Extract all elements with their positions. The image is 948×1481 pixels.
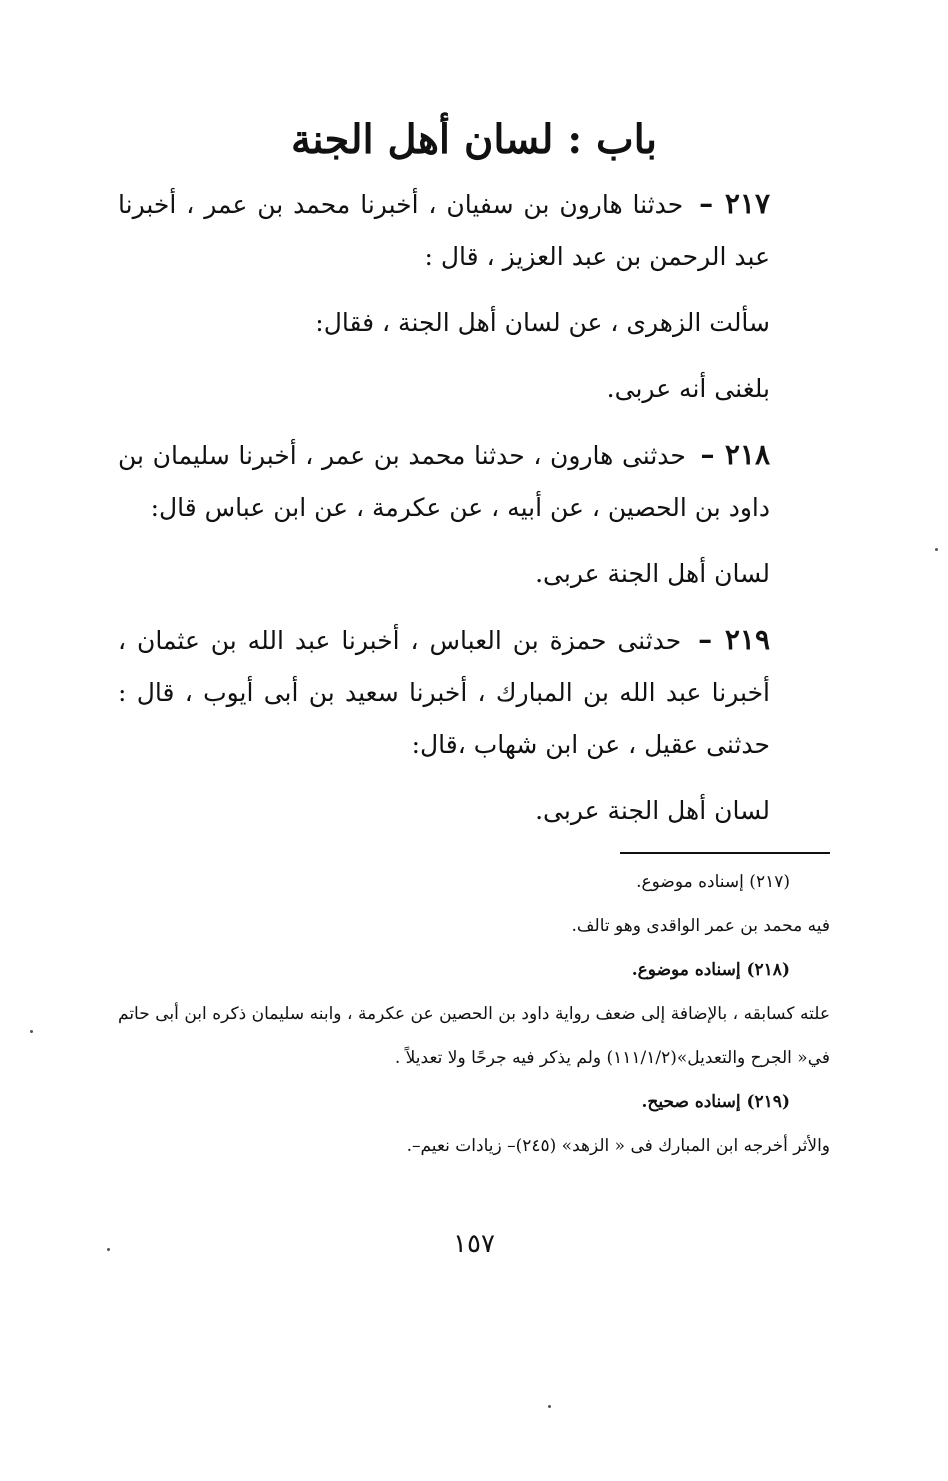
hadith-number: ٢١٧ – [699,187,771,220]
hadith-isnad: حدثنى هارون ، حدثنا محمد بن عمر ، أخبرنا سليمان بن داود بن الحصين ، عن أبيه ، عن عكرمة ، عن ابن عباس قال: [118,441,770,522]
footnotes [118,860,830,1168]
footnote-grade-218: (٢١٨) إسناده موضوع. [631,960,790,980]
scan-speck [107,1248,110,1251]
hadith-text-line: سألت الزهرى ، عن لسان أهل الجنة ، فقال: [315,308,770,337]
scan-speck [30,1030,33,1033]
footnote-grade-219: (٢١٩) إسناده صحيح. [641,1092,790,1112]
scan-speck [548,1405,551,1408]
footnote-note-217: فيه محمد بن عمر الواقدى وهو تالف. [571,916,830,936]
hadith-isnad: حدثنا هارون بن سفيان ، أخبرنا محمد بن عمر ، أخبرنا عبد الرحمن بن عبد العزيز ، قال : [118,190,770,271]
footnote-grade-217: (٢١٧) إسناده موضوع. [636,872,790,892]
hadith-number: ٢١٨ – [700,438,770,471]
hadith-text-line: بلغنى أنه عربى. [606,374,770,403]
hadith-219 [118,614,830,771]
chapter-title: باب : لسان أهل الجنة [290,116,657,163]
hadith-isnad: حدثنى حمزة بن العباس ، أخبرنا عبد الله بن عثمان ، أخبرنا عبد الله بن المبارك ، أخبرنا سعيد بن أبى أيوب ، قال : حدثنى عقيل ، عن ابن شهاب ،قال: [118,626,770,759]
footnote-note-219: والأثر أخرجه ابن المبارك فى « الزهد» (٢٤٥)– زيادات نعيم–. [406,1136,830,1156]
hadith-body [118,178,830,851]
hadith-217 [118,178,830,283]
footnote-divider [620,852,830,854]
hadith-text-line: لسان أهل الجنة عربى. [535,796,770,825]
page-number: ١٥٧ [453,1229,495,1259]
hadith-text-line: لسان أهل الجنة عربى. [535,559,770,588]
hadith-218 [118,429,830,534]
hadith-number: ٢١٩ – [698,623,771,656]
footnote-note-218: علته كسابقه ، بالإضافة إلى ضعف رواية داود بن الحصين عن عكرمة ، وابنه سليمان ذكره ابن أبى حاتم في« الجرح والتعديل»(١١١/١/٢) ولم يذكر فيه جرحًا ولا تعديلاً . [118,1004,830,1068]
scan-speck [935,548,938,551]
